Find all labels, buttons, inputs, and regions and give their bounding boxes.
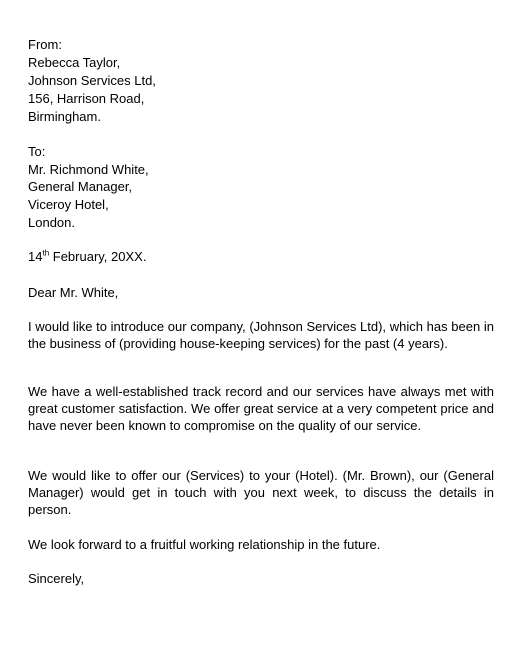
sender-city: Birmingham. bbox=[28, 109, 101, 124]
closing: Sincerely, bbox=[28, 571, 85, 586]
recipient-name: Mr. Richmond White, bbox=[28, 162, 149, 177]
paragraph-introduction: I would like to introduce our company, (Johnson Services Ltd), which has been in the business of (providing house-keeping services) for the past (4 years). bbox=[28, 319, 494, 351]
recipient-title: General Manager, bbox=[28, 179, 133, 194]
letter-date bbox=[28, 248, 146, 265]
salutation: Dear Mr. White, bbox=[28, 285, 119, 300]
date-day: 14 bbox=[28, 249, 43, 264]
recipient-city: London. bbox=[28, 215, 75, 230]
paragraph-closing-remark: We look forward to a fruitful working relationship in the future. bbox=[28, 537, 381, 552]
from-label: From: bbox=[28, 37, 62, 52]
date-suffix: th bbox=[42, 248, 50, 258]
sender-name: Rebecca Taylor, bbox=[28, 55, 121, 70]
paragraph-track-record: We have a well-established track record and our services have always met with great customer satisfaction. We offer great service at a very competent price and have never been known to compromise on the quality of our service. bbox=[28, 384, 494, 433]
to-label: To: bbox=[28, 144, 46, 159]
recipient-company: Viceroy Hotel, bbox=[28, 197, 109, 212]
date-rest: February, 20XX. bbox=[49, 249, 147, 264]
sender-company: Johnson Services Ltd, bbox=[28, 73, 156, 88]
paragraph-offer: We would like to offer our (Services) to your (Hotel). (Mr. Brown), our (General Manager) would get in touch with you next week, to discuss the details in person. bbox=[28, 468, 494, 517]
sender-street: 156, Harrison Road, bbox=[28, 91, 145, 106]
